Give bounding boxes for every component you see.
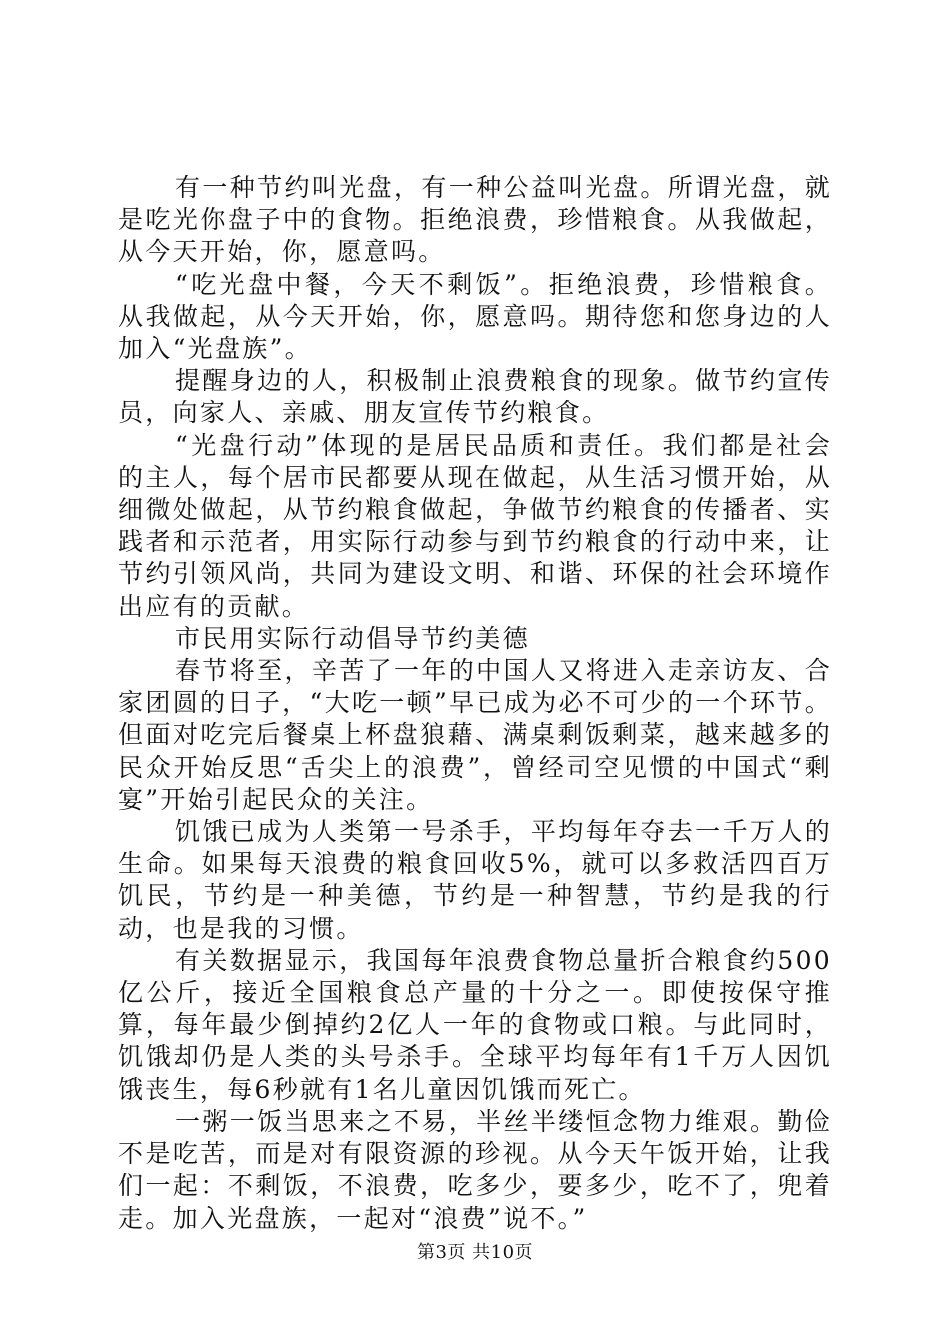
document-body	[118, 172, 832, 1235]
section-heading: 市民用实际行动倡导节约美德	[175, 623, 530, 653]
paragraph-closing: 一粥一饭当思来之不易，半丝半缕恒念物力维艰。勤俭不是吃苦，而是对有限资源的珍视。从今天午饭开始，让我们一起：不剩饭，不浪费，吃多少，要多少，吃不了，兜着走。加入光盘族，一起对“浪费”说不。”	[118, 1106, 832, 1233]
paragraph-hunger: 饥饿已成为人类第一号杀手，平均每年夺去一千万人的生命。如果每天浪费的粮食回收5%，就可以多救活四百万饥民，节约是一种美德，节约是一种智慧，节约是我的行动，也是我的习惯。	[118, 817, 832, 943]
paragraph-clean-plate-action: “光盘行动”体现的是居民品质和责任。我们都是社会的主人，每个居市民都要从现在做起，从生活习惯开始，从细微处做起，从节约粮食做起，争做节约粮食的传播者、实践者和示范者，用实际行动参与到节约粮食的行动中来，让节约引领风尚，共同为建设文明、和谐、环保的社会环境作出应有的贡献。	[118, 430, 832, 621]
page-number-footer: 第3页 共10页	[416, 1242, 534, 1263]
paragraph-remind-others: 提醒身边的人，积极制止浪费粮食的现象。做节约宣传员，向家人、亲戚、朋友宣传节约粮食。	[118, 366, 832, 428]
paragraph-waste-statistics: 有关数据显示，我国每年浪费食物总量折合粮食约500亿公斤，接近全国粮食总产量的十分之一。即使按保守推算，每年最少倒掉约2亿人一年的食物或口粮。与此同时，饥饿却仍是人类的头号杀手。全球平均每年有1千万人因饥饿丧生，每6秒就有1名儿童因饥饿而死亡。	[118, 945, 832, 1104]
paragraph-clean-plate-slogan: “吃光盘中餐，今天不剩饭”。拒绝浪费，珍惜粮食。从我做起，从今天开始，你，愿意吗。期待您和您身边的人加入“光盘族”。	[118, 269, 832, 364]
paragraph-clean-plate-intro: 有一种节约叫光盘，有一种公益叫光盘。所谓光盘，就是吃光你盘子中的食物。拒绝浪费，珍惜粮食。从我做起，从今天开始，你，愿意吗。	[118, 173, 832, 267]
paragraph-spring-festival: 春节将至，辛苦了一年的中国人又将进入走亲访友、合家团圆的日子，“大吃一顿”早已成为必不可少的一个环节。但面对吃完后餐桌上杯盘狼藉、满桌剩饭剩菜，越来越多的民众开始反思“舌尖上的浪费”，曾经司空见惯的中国式“剩宴”开始引起民众的关注。	[118, 656, 832, 814]
